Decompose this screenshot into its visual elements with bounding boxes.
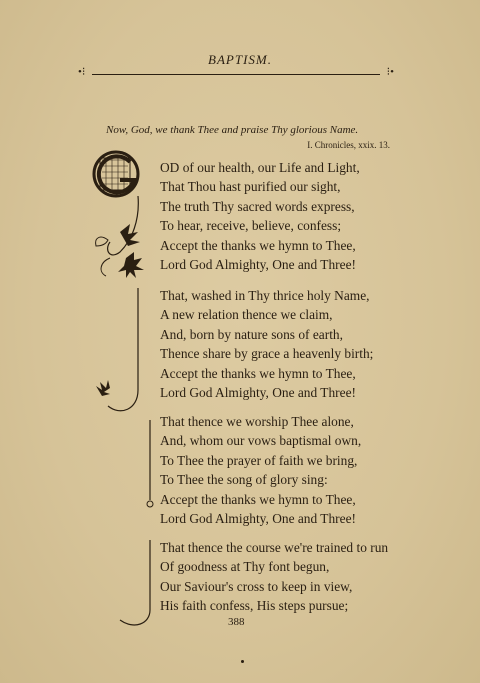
verse-line: That Thou hast purified our sight, xyxy=(160,179,341,195)
verse-line: Lord God Almighty, One and Three! xyxy=(160,510,356,526)
verse-line: And, born by nature sons of earth, xyxy=(160,326,343,342)
running-head: BAPTISM. xyxy=(208,52,272,67)
stanza-1 xyxy=(160,158,360,274)
epigraph: Now, God, we thank Thee and praise Thy glorious Name. xyxy=(106,124,359,136)
verse-line: Accept the thanks we hymn to Thee, xyxy=(160,491,356,507)
verse-line: Our Saviour's cross to keep in view, xyxy=(160,578,353,594)
stanza-4 xyxy=(160,538,388,616)
verse-line: Thence share by grace a heavenly birth; xyxy=(160,346,374,362)
verse-line: That thence we worship Thee alone, xyxy=(160,414,354,429)
verse-line: To Thee the song of glory sing: xyxy=(160,472,328,488)
header-rule xyxy=(78,68,394,80)
verse-line: Of goodness at Thy font begun, xyxy=(160,559,330,575)
epigraph-source: I. Chronicles, xxix. 13. xyxy=(307,140,390,150)
verse-line: The truth Thy sacred words express, xyxy=(160,198,355,214)
flower-ornament xyxy=(96,196,144,278)
verse-line: A new relation thence we claim, xyxy=(160,307,333,323)
rule-ornament-right: ⁝• xyxy=(386,66,394,78)
decorated-initial-ornament xyxy=(80,140,164,630)
rule-line xyxy=(92,74,380,75)
verse-line: Accept the thanks we hymn to Thee, xyxy=(160,365,356,381)
verse-line: OD of our health, our Life and Light, xyxy=(160,160,360,175)
verse-line: That thence the course we're trained to run xyxy=(160,540,389,555)
verse-line: His faith confess, His steps pursue; xyxy=(160,598,349,614)
verse-line: That, washed in Thy thrice holy Name, xyxy=(160,288,370,303)
verse-line: Lord God Almighty, One and Three! xyxy=(160,384,356,400)
page-number: 388 xyxy=(228,616,245,628)
verse-line: Lord God Almighty, One and Three! xyxy=(160,256,356,272)
verse-line: To Thee the prayer of faith we bring, xyxy=(160,452,358,468)
rule-ornament-left: •⁝ xyxy=(78,66,86,78)
stanza-3 xyxy=(160,412,361,528)
vertical-flourish xyxy=(96,288,153,625)
stanza-2 xyxy=(160,286,373,402)
ink-dot xyxy=(241,660,244,663)
initial-g-graphic xyxy=(94,152,138,196)
verse-line: To hear, receive, believe, confess; xyxy=(160,218,342,234)
verse-line: And, whom our vows baptismal own, xyxy=(160,433,362,449)
verse-line: Accept the thanks we hymn to Thee, xyxy=(160,237,356,253)
